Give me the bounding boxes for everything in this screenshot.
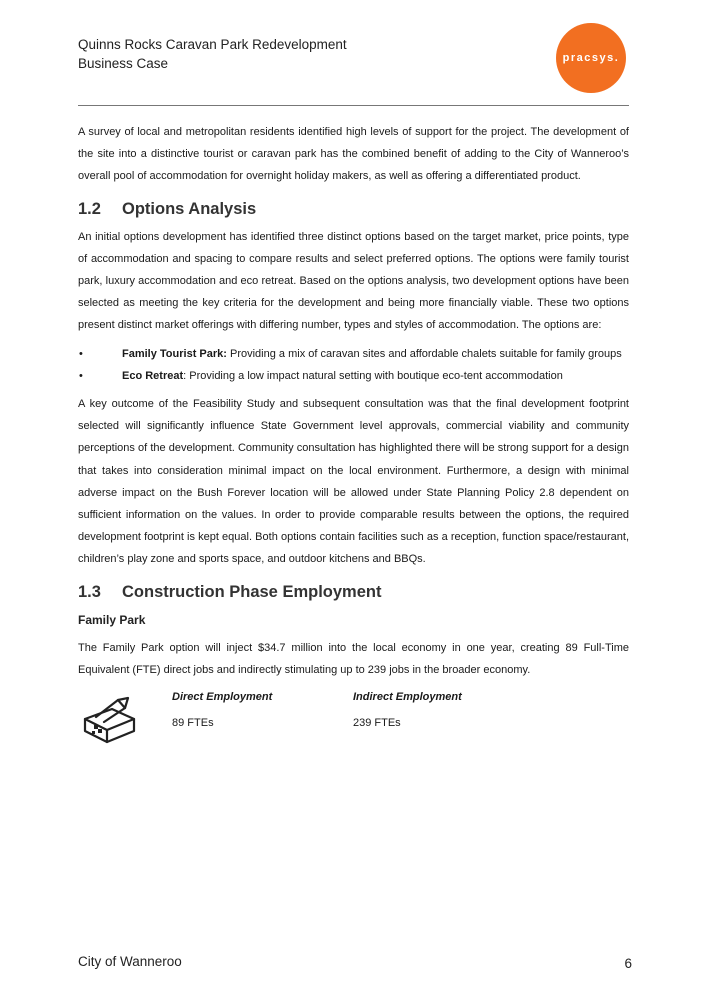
list-item-text: : Providing a low impact natural setting with boutique eco-tent accommodation [183,369,563,382]
section-number: 1.2 [78,199,101,218]
list-item [78,343,629,365]
family-park-paragraph: The Family Park option will inject $34.7 million into the local economy in one year, creating 89 Full-Time Equivalent (FTE) direct jobs and indirectly stimulating up to 239 jobs in the broader economy. [78,641,629,676]
bullet-icon: • [79,347,83,360]
indirect-employment-label: Indirect Employment [353,691,462,704]
list-item-label: Eco Retreat [122,369,184,382]
list-item-label: Family Tourist Park: [122,347,227,360]
list-item [78,365,629,387]
section-number: 1.3 [78,582,101,601]
page-body [78,121,629,767]
document-title-line1: Quinns Rocks Caravan Park Redevelopment [78,37,347,52]
document-title [78,35,347,73]
bullet-icon: • [79,369,83,382]
section-heading-options-analysis [78,198,629,220]
pracsys-logo [556,23,626,93]
indirect-employment [353,687,462,733]
list-item-text: Providing a mix of caravan sites and affordable chalets suitable for family groups [226,347,622,360]
options-paragraph-1: An initial options development has identified three distinct options based on the target market, price points, type of accommodation and spacing to compare results and select preferred options. The options were family tourist park, luxury accommodation and eco retreat. Based on the options analysis, two development options have been selected as meeting the key criteria for the development and being more financially viable. These two options present distinct market offerings with differing number, types and styles of accommodation. The options are: [78,230,629,332]
options-list [78,343,629,387]
employment-summary [78,687,629,767]
direct-employment-value: 89 FTEs [172,717,214,730]
direct-employment-label: Direct Employment [172,691,273,704]
indirect-employment-value: 239 FTEs [353,717,401,730]
brick-trowel-icon [82,689,136,745]
intro-paragraph: A survey of local and metropolitan residents identified high levels of support for the project. The development of the site into a distinctive tourist or caravan park has the combined benefit of adding to the City of Wanneroo’s overall pool of accommodation for overnight holiday makers, as well as offering a differentiated product. [78,126,629,183]
subheading-family-park: Family Park [78,612,146,627]
section-title: Construction Phase Employment [122,582,382,601]
footer-organisation: City of Wanneroo [78,954,182,969]
document-title-line2: Business Case [78,56,169,71]
page-number: 6 [624,956,632,971]
direct-employment [172,687,272,733]
logo-text: pracsys. [562,52,620,64]
options-paragraph-2: A key outcome of the Feasibility Study and subsequent consultation was that the final development footprint selected will significantly influence State Government level approvals, commercial viability and community perceptions of the development. Community consultation has highlighted there will be strong support for a design that takes into consideration minimal impact on the local environment. Furthermore, a design with minimal adverse impact on the Bush Forever location will be allowed under State Planning Policy 2.8 dependent on sufficient information on the values. In order to provide comparable results between the options, the required development footprint is kept equal. Both options contain facilities such as a reception, function space/restaurant, children’s play zone and sports space, and outdoor kitchens and BBQs. [78,398,629,566]
section-heading-construction-employment [78,581,629,603]
header-divider [78,105,629,106]
section-title: Options Analysis [122,199,257,218]
